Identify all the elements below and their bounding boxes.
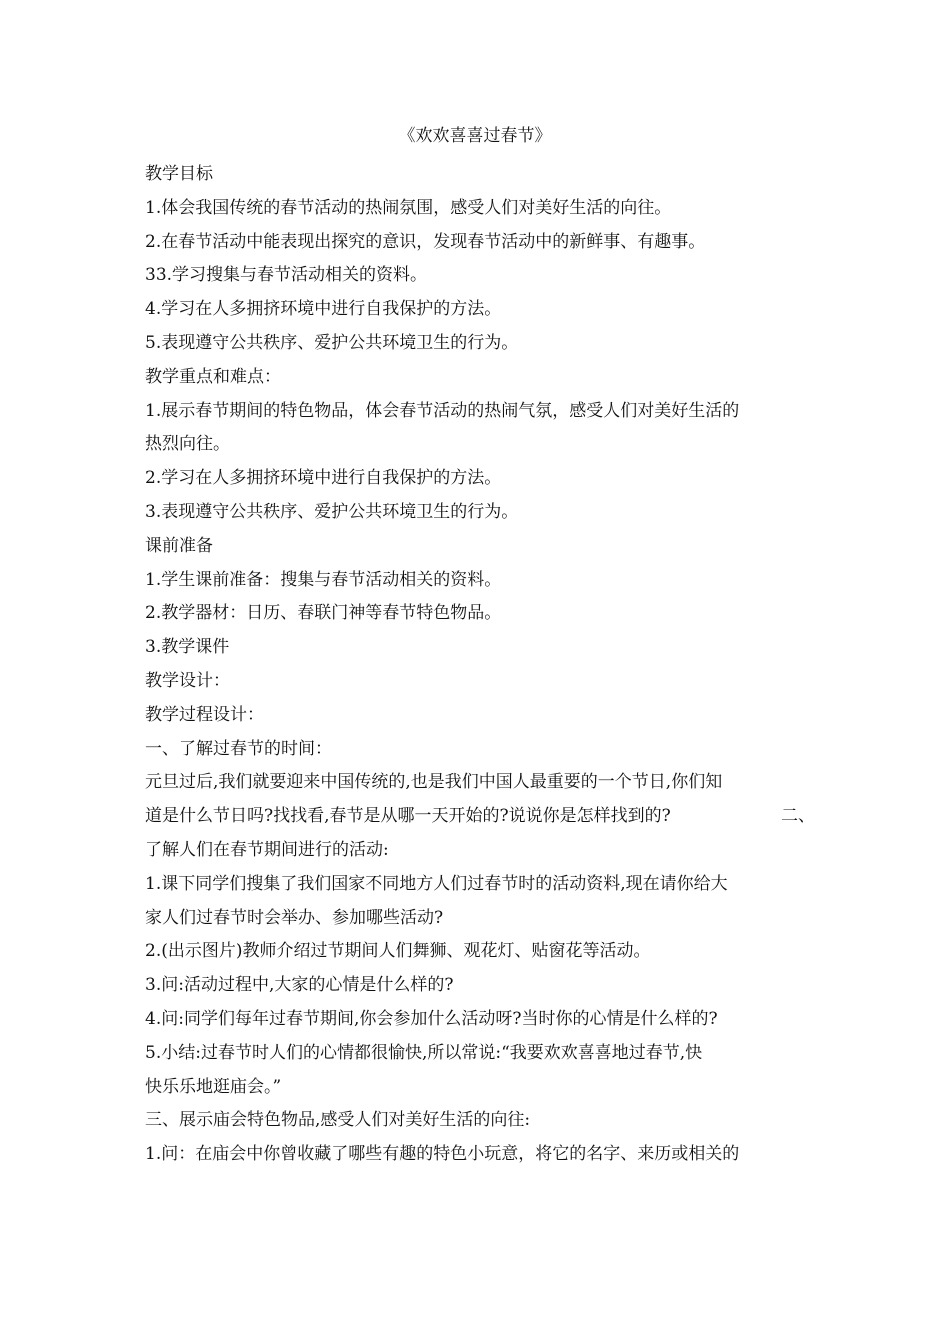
paragraph-line: 33.学习搜集与春节活动相关的资料。 xyxy=(145,265,428,286)
section-heading: 教学目标 xyxy=(145,164,213,184)
paragraph-line: 2.在春节活动中能表现出探究的意识，发现春节活动中的新鲜事、有趣事。 xyxy=(145,231,706,252)
section-heading: 教学重点和难点： xyxy=(145,366,281,387)
section-heading: 教学过程设计： xyxy=(145,704,264,725)
paragraph-line: 家人们过春节时会举办、参加哪些活动? xyxy=(145,907,444,928)
paragraph-line: 5.表现遵守公共秩序、爱护公共环境卫生的行为。 xyxy=(145,332,519,353)
paragraph-line: 热烈向往。 xyxy=(145,434,230,455)
paragraph-line: 1.课下同学们搜集了我们国家不同地方人们过春节时的活动资料,现在请你给大 xyxy=(145,873,728,894)
section-heading: 教学设计： xyxy=(145,670,230,691)
paragraph-line: 1.体会我国传统的春节活动的热闹氛围，感受人们对美好生活的向往。 xyxy=(145,197,672,218)
paragraph-line: 3.教学课件 xyxy=(145,637,230,658)
paragraph-line: 快乐乐地逛庙会。” xyxy=(145,1076,282,1097)
paragraph-line: 2.教学器材：日历、春联门神等春节特色物品。 xyxy=(145,603,502,624)
paragraph-line: 4.学习在人多拥挤环境中进行自我保护的方法。 xyxy=(145,299,502,320)
document-title: 《欢欢喜喜过春节》 xyxy=(398,126,552,146)
paragraph-line: 3.问:活动过程中,大家的心情是什么样的? xyxy=(145,975,454,996)
paragraph-line: 1.学生课前准备：搜集与春节活动相关的资料。 xyxy=(145,569,502,590)
paragraph-line: 3.表现遵守公共秩序、爱护公共环境卫生的行为。 xyxy=(145,501,519,522)
subsection-heading: 一、了解过春节的时间： xyxy=(145,738,332,759)
paragraph-line-text: 道是什么节日吗?找找看,春节是从哪一天开始的?说说你是怎样找到的? xyxy=(145,806,671,827)
subsection-heading: 了解人们在春节期间进行的活动: xyxy=(145,839,389,860)
paragraph-line: 2.学习在人多拥挤环境中进行自我保护的方法。 xyxy=(145,468,502,489)
paragraph-line: 元旦过后,我们就要迎来中国传统的,也是我们中国人最重要的一个节日,你们知 xyxy=(145,772,723,793)
document-body xyxy=(145,158,815,1172)
subsection-number: 二、 xyxy=(781,806,815,827)
paragraph-line-with-tail xyxy=(145,800,815,834)
subsection-heading: 三、展示庙会特色物品,感受人们对美好生活的向往: xyxy=(145,1110,531,1131)
paragraph-line: 5.小结:过春节时人们的心情都很愉快,所以常说:“我要欢欢喜喜地过春节,快 xyxy=(145,1042,703,1063)
paragraph-line: 2.(出示图片)教师介绍过节期间人们舞狮、观花灯、贴窗花等活动。 xyxy=(145,941,651,962)
paragraph-line: 1.问：在庙会中你曾收藏了哪些有趣的特色小玩意，将它的名字、来历或相关的 xyxy=(145,1144,740,1165)
paragraph-line: 1.展示春节期间的特色物品，体会春节活动的热闹气氛，感受人们对美好生活的 xyxy=(145,400,740,421)
paragraph-line: 4.问:同学们每年过春节期间,你会参加什么活动呀?当时你的心情是什么样的? xyxy=(145,1008,718,1029)
section-heading: 课前准备 xyxy=(145,535,213,556)
